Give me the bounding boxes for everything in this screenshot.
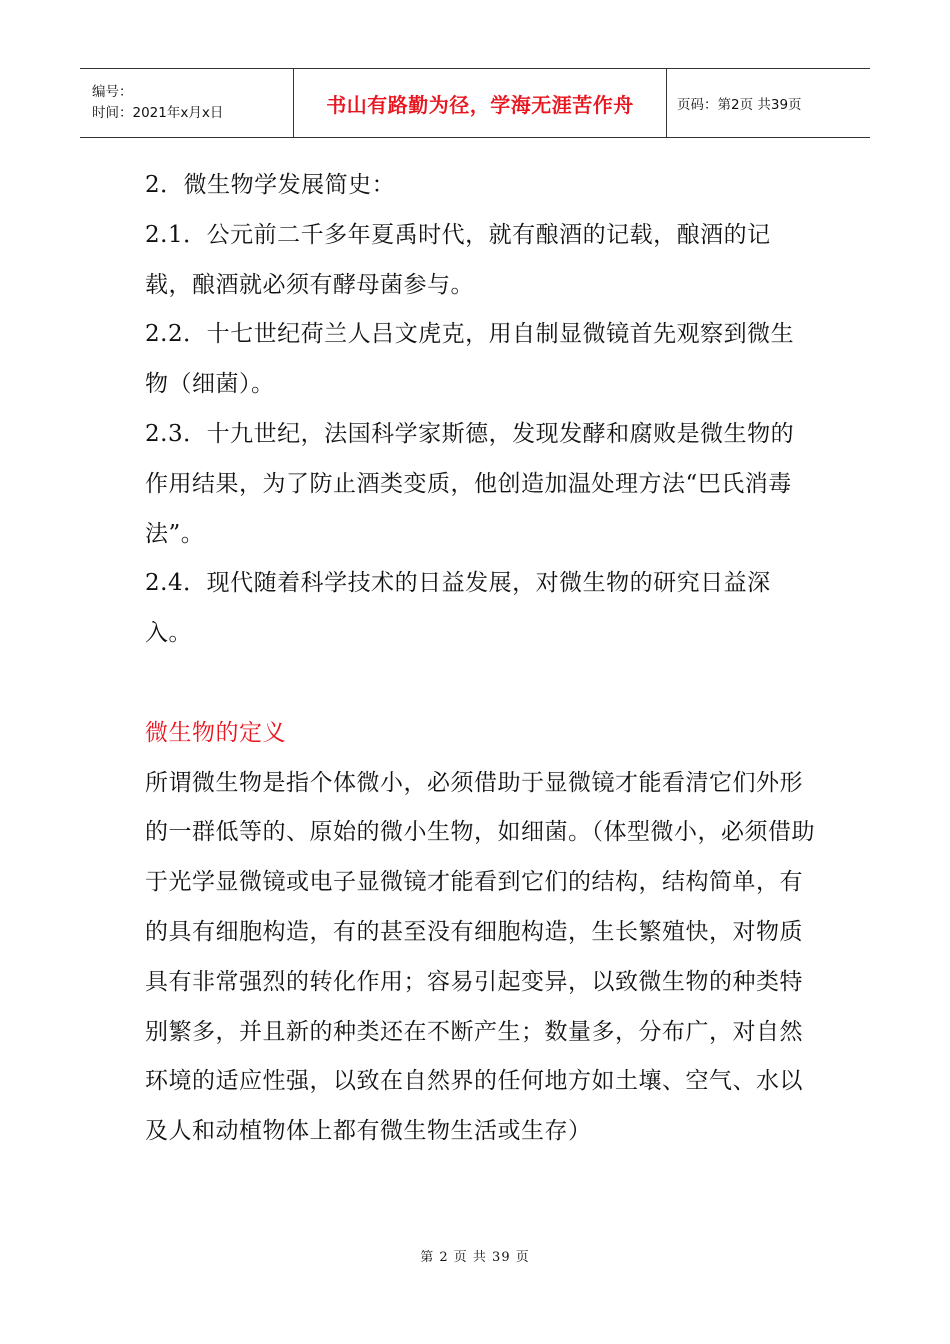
history-item: 2.4．现代随着科学技术的日益发展，对微生物的研究日益深入。 [145,570,771,647]
document-time-label: 时间：2021年x月x日 [92,105,224,121]
history-item: 2.1．公元前二千多年夏禹时代，就有酿酒的记载，酿酒的记载，酿酒就必须有酵母菌参与。 [145,221,771,298]
document-number-label: 编号： [92,84,133,100]
header-meta [80,69,294,137]
header-page-info: 页码：第2页 共39页 [677,97,802,113]
history-item: 2.3．十九世纪，法国科学家斯德，发现发酵和腐败是微生物的作用结果，为了防止酒类变质，他创造加温处理方法“巴氏消毒法”。 [145,420,795,547]
history-item: 2.2．十七世纪荷兰人吕文虎克，用自制显微镜首先观察到微生物（细菌）。 [145,321,795,398]
header-motto: 书山有路勤为径，学海无涯苦作舟 [294,69,667,137]
history-title: 2．微生物学发展简史： [145,172,396,198]
page-footer: 第 2 页 共 39 页 [420,1250,530,1265]
document-body [145,161,815,1157]
definition-body: 所谓微生物是指个体微小，必须借助于显微镜才能看清它们外形的一群低等的、原始的微小生物，如细菌。（体型微小，必须借助于光学显微镜或电子显微镜才能看到它们的结构，结构简单，有的具有细胞构造，有的甚至没有细胞构造，生长繁殖快，对物质具有非常强烈的转化作用；容易引起变异，以致微生物的种类特别繁多，并且新的种类还在不断产生；数量多，分布广，对自然环境的适应性强，以致在自然界的任何地方如土壤、空气、水以及人和动植物体上都有微生物生活或生存） [145,769,815,1145]
definition-heading: 微生物的定义 [145,719,286,746]
page-header [80,68,870,138]
